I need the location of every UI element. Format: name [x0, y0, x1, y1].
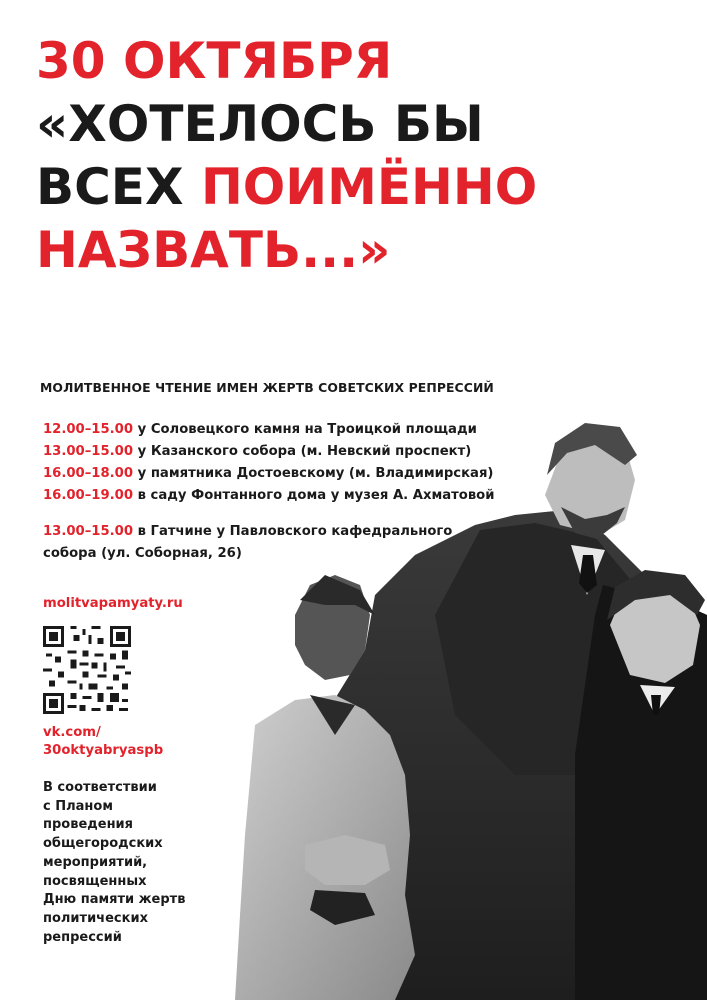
schedule-row	[43, 485, 495, 507]
gatchina-place-line2: собора (ул. Соборная, 26)	[43, 546, 242, 561]
schedule	[43, 419, 495, 507]
headline-line2: «ХОТЕЛОСЬ БЫ	[36, 95, 484, 153]
note-line: общегородских	[43, 836, 163, 852]
note-line: с Планом	[43, 798, 113, 814]
schedule-place: в саду Фонтанного дома у музея А. Ахматовой	[137, 488, 495, 503]
note-line: мероприятий,	[43, 854, 148, 870]
note-line: В соответствии	[43, 780, 157, 795]
schedule-row	[43, 463, 495, 485]
headline-date: 30 ОКТЯБРЯ	[36, 32, 393, 90]
schedule-row	[43, 419, 495, 441]
headline	[36, 30, 537, 282]
headline-line3-black: ВСЕХ	[36, 158, 184, 216]
vk-link-line2[interactable]: 30oktyabryaspb	[43, 743, 164, 758]
gatchina-place-line1: в Гатчине у Павловского кафедрального	[137, 524, 453, 539]
schedule-place: у памятника Достоевскому (м. Владимирская)	[137, 466, 494, 481]
vk-link-line1[interactable]: vk.com/	[43, 725, 101, 740]
schedule-time: 16.00–18.00	[43, 466, 134, 481]
schedule-row	[43, 441, 495, 463]
note-line: репрессий	[43, 929, 122, 945]
headline-line3-red: ПОИМЁННО	[200, 158, 538, 216]
gatchina-time: 13.00–15.00	[43, 524, 134, 539]
subtitle: МОЛИТВЕННОЕ ЧТЕНИЕ ИМЕН ЖЕРТВ СОВЕТСКИХ РЕПРЕССИЙ	[40, 380, 494, 395]
qr-code-icon[interactable]	[43, 626, 131, 714]
headline-line4: НАЗВАТЬ...»	[36, 221, 391, 279]
note-line: проведения	[43, 817, 134, 833]
schedule-time: 13.00–15.00	[43, 444, 134, 459]
schedule-time: 16.00–19.00	[43, 488, 134, 503]
headline-line3	[36, 156, 537, 219]
official-note	[43, 779, 233, 947]
note-line: посвященных	[43, 873, 147, 889]
gatchina-event	[43, 521, 452, 565]
schedule-place: у Соловецкого камня на Троицкой площади	[137, 422, 477, 437]
note-line: политических	[43, 910, 148, 926]
website-link[interactable]: molitvapamyaty.ru	[43, 596, 183, 611]
vk-link[interactable]	[43, 724, 163, 760]
schedule-place: у Казанского собора (м. Невский проспект)	[137, 444, 472, 459]
gatchina-line1	[43, 521, 452, 543]
schedule-time: 12.00–15.00	[43, 422, 134, 437]
note-line: Дню памяти жертв	[43, 892, 186, 908]
